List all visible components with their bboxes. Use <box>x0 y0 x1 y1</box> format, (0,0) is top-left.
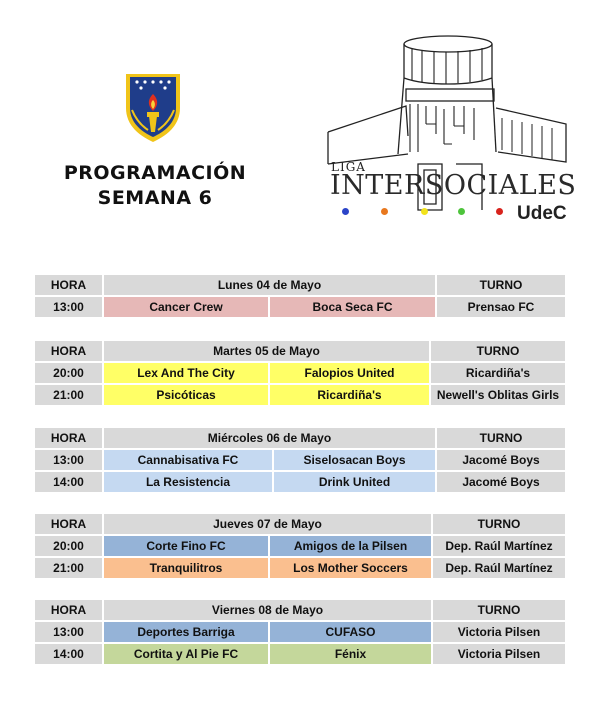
team-a: Psicóticas <box>104 385 268 405</box>
team-a: Cannabisativa FC <box>104 450 272 470</box>
team-b: Siselosacan Boys <box>274 450 435 470</box>
logo-dot-red <box>496 208 503 215</box>
team-b: Boca Seca FC <box>270 297 435 317</box>
turno-team: Dep. Raúl Martínez <box>433 558 565 578</box>
day-date: Martes 05 de Mayo <box>104 341 429 361</box>
team-a: Corte Fino FC <box>104 536 268 556</box>
team-a: Tranquilitros <box>104 558 268 578</box>
match-row <box>35 644 565 664</box>
match-row <box>35 363 565 383</box>
turno-team: Prensao FC <box>437 297 565 317</box>
day-date: Lunes 04 de Mayo <box>104 275 435 295</box>
hora-header: HORA <box>35 341 102 361</box>
team-a: Deportes Barriga <box>104 622 268 642</box>
logo-liga-text: LIGA <box>331 160 366 174</box>
team-b: Fénix <box>270 644 431 664</box>
day-date: Jueves 07 de Mayo <box>104 514 431 534</box>
match-time: 14:00 <box>35 644 102 664</box>
logo-dot-orange <box>381 208 388 215</box>
match-row <box>35 622 565 642</box>
team-b: CUFASO <box>270 622 431 642</box>
turno-team: Jacomé Boys <box>437 472 565 492</box>
team-b: Amigos de la Pilsen <box>270 536 431 556</box>
logo-dot-blue <box>342 208 349 215</box>
turno-header: TURNO <box>433 600 565 620</box>
schedule-day-wednesday <box>35 428 565 494</box>
hora-header: HORA <box>35 275 102 295</box>
match-row <box>35 536 565 556</box>
match-row <box>35 558 565 578</box>
match-time: 20:00 <box>35 536 102 556</box>
turno-team: Victoria Pilsen <box>433 622 565 642</box>
hora-header: HORA <box>35 514 102 534</box>
match-time: 21:00 <box>35 558 102 578</box>
turno-team: Dep. Raúl Martínez <box>433 536 565 556</box>
logo-dot-green <box>458 208 465 215</box>
day-header-row <box>35 275 565 295</box>
day-header-row <box>35 514 565 534</box>
team-a: Lex And The City <box>104 363 268 383</box>
turno-team: Jacomé Boys <box>437 450 565 470</box>
schedule-day-tuesday <box>35 341 565 407</box>
turno-team: Newell's Oblitas Girls <box>431 385 565 405</box>
team-b: Falopios United <box>270 363 429 383</box>
team-a: Cancer Crew <box>104 297 268 317</box>
schedule-day-friday <box>35 600 565 666</box>
turno-header: TURNO <box>437 428 565 448</box>
day-header-row <box>35 600 565 620</box>
hora-header: HORA <box>35 428 102 448</box>
team-b: Ricardiña's <box>270 385 429 405</box>
page-title-line2: SEMANA 6 <box>97 187 213 209</box>
match-row <box>35 297 565 317</box>
schedule-day-monday <box>35 275 565 319</box>
turno-header: TURNO <box>431 341 565 361</box>
match-time: 13:00 <box>35 297 102 317</box>
match-row <box>35 450 565 470</box>
team-a: Cortita y Al Pie FC <box>104 644 268 664</box>
match-row <box>35 385 565 405</box>
logo-dot-yellow <box>421 208 428 215</box>
team-b: Drink United <box>274 472 435 492</box>
hora-header: HORA <box>35 600 102 620</box>
turno-team: Ricardiña's <box>431 363 565 383</box>
match-time: 20:00 <box>35 363 102 383</box>
turno-header: TURNO <box>433 514 565 534</box>
match-time: 21:00 <box>35 385 102 405</box>
day-header-row <box>35 341 565 361</box>
logo-udec-text: UdeC <box>517 203 567 224</box>
turno-header: TURNO <box>437 275 565 295</box>
match-time: 13:00 <box>35 622 102 642</box>
page-title-line1: PROGRAMACIÓN <box>63 162 247 184</box>
schedule-day-thursday <box>35 514 565 580</box>
day-header-row <box>35 428 565 448</box>
match-time: 13:00 <box>35 450 102 470</box>
logo-intersociales-text: INTERSOCIALES <box>330 170 577 201</box>
turno-team: Victoria Pilsen <box>433 644 565 664</box>
match-time: 14:00 <box>35 472 102 492</box>
team-b: Los Mother Soccers <box>270 558 431 578</box>
team-a: La Resistencia <box>104 472 272 492</box>
day-date: Viernes 08 de Mayo <box>104 600 431 620</box>
day-date: Miércoles 06 de Mayo <box>104 428 435 448</box>
university-crest-logo <box>122 72 184 144</box>
match-row <box>35 472 565 492</box>
